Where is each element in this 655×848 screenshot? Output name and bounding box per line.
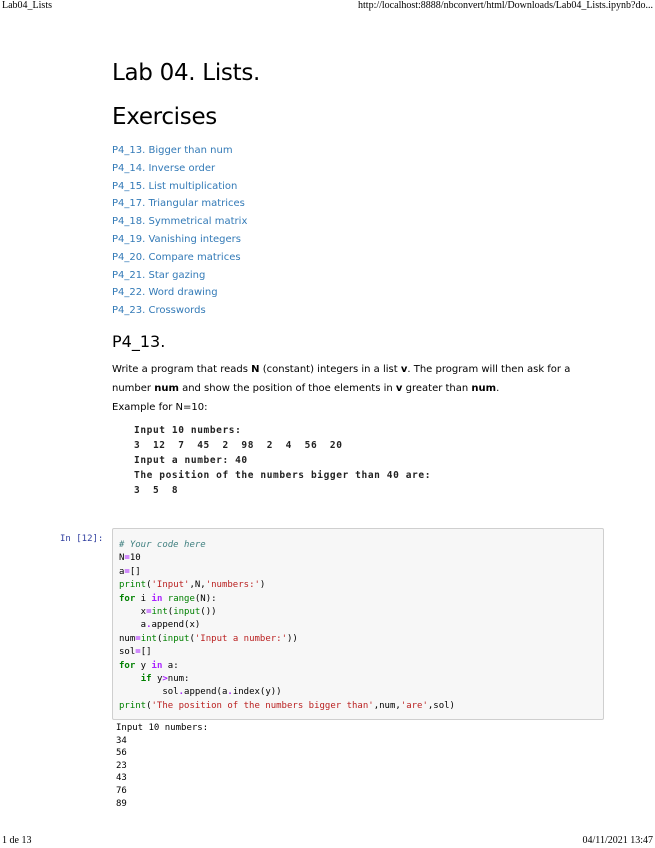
exercise-toc <box>112 142 612 320</box>
print-header-title: Lab04_Lists <box>2 0 52 11</box>
toc-link[interactable]: P4_17. Triangular matrices <box>112 198 245 210</box>
cell-prompt: In [12]: <box>60 534 104 544</box>
toc-link[interactable]: P4_23. Crosswords <box>112 305 206 317</box>
toc-link[interactable]: P4_19. Vanishing integers <box>112 233 241 245</box>
exercise-description: Write a program that reads N (constant) integers in a list v. The program will then ask for a number num and show the position of thoe elements in v greater than num. Example for N=10: <box>112 363 571 413</box>
print-footer-page: 1 de 13 <box>2 835 32 846</box>
example-label: Example for N=10: <box>112 401 208 413</box>
exercises-heading: Exercises <box>112 104 217 130</box>
code-editor[interactable]: # Your code here N=10 a=[] print('Input',N,'numbers:') for i in range(N): x=int(input()) a.append(x) num=int(input('Input a number:')) sol=[] for y in a: if y>num: sol.append(a.index(y)) print('The position of the numbers bigger than',num,'are',sol) <box>119 540 455 711</box>
print-header-url: http://localhost:8888/nbconvert/html/Downloads/Lab04_Lists.ipynb?do... <box>358 0 653 11</box>
toc-link[interactable]: P4_18. Symmetrical matrix <box>112 216 248 228</box>
section-heading: P4_13. <box>112 331 166 351</box>
toc-link[interactable]: P4_14. Inverse order <box>112 162 216 174</box>
code-cell[interactable] <box>112 528 604 720</box>
page-title: Lab 04. Lists. <box>112 60 261 86</box>
toc-link[interactable]: P4_13. Bigger than num <box>112 145 233 156</box>
toc-link[interactable]: P4_15. List multiplication <box>112 180 238 192</box>
print-footer-datetime: 04/11/2021 13:47 <box>582 835 653 846</box>
toc-link[interactable]: P4_22. Word drawing <box>112 287 218 299</box>
example-block: Input 10 numbers: 3 12 7 45 2 98 2 4 56 20 Input a number: 40 The position of the numbers bigger than 40 are: 3 5 8 <box>134 424 432 496</box>
notebook-content <box>112 56 612 498</box>
cell-output: Input 10 numbers: 34 56 23 43 76 89 <box>116 723 209 809</box>
toc-link[interactable]: P4_20. Compare matrices <box>112 251 241 263</box>
toc-link[interactable]: P4_21. Star gazing <box>112 269 206 281</box>
